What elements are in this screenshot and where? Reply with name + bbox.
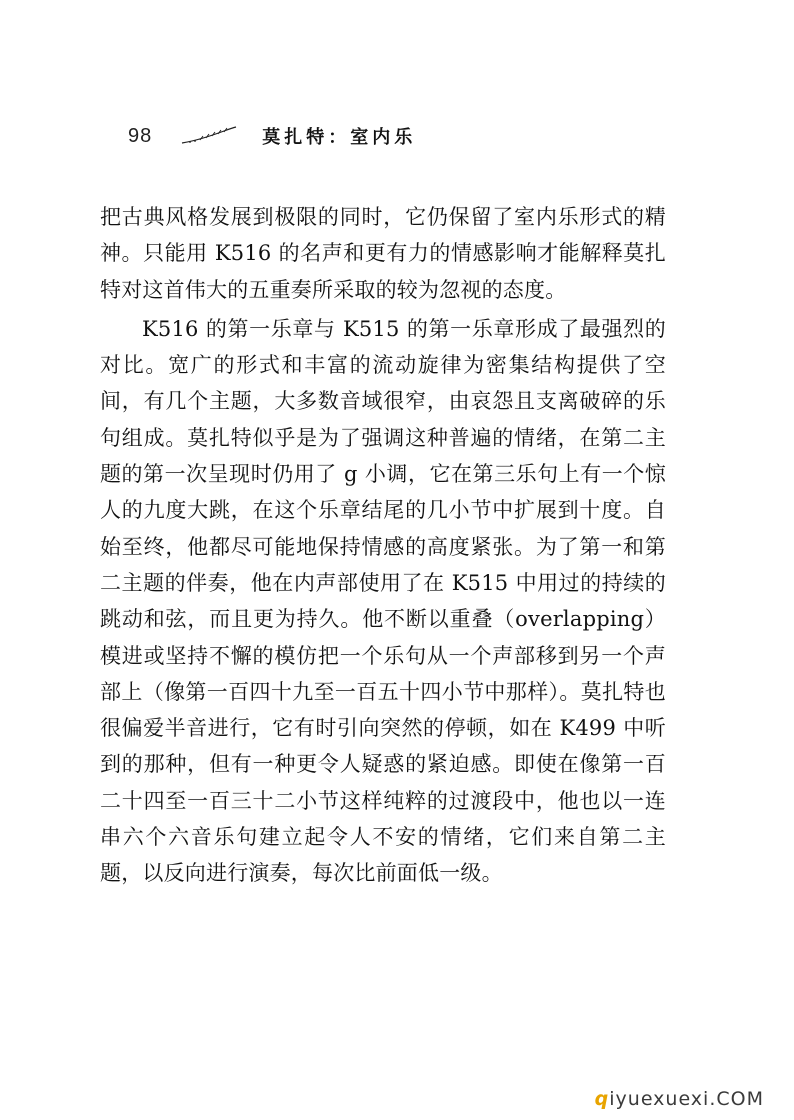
page-number: 98 (128, 124, 153, 147)
site-watermark (595, 1088, 764, 1110)
body-text (100, 199, 666, 892)
watermark-text: iyuexuexi.COM (609, 1088, 764, 1110)
quill-flourish-icon (180, 126, 238, 146)
watermark-logo-letter: q (594, 1088, 610, 1110)
book-title: 莫扎特：室内乐 (262, 127, 417, 148)
paragraph-k516-first-movement: K516 的第一乐章与 K515 的第一乐章形成了最强烈的对比。宽广的形式和丰富的流动旋律为密集结构提供了空间，有几个主题，大多数音域很窄，由哀怨且支离破碎的乐句组成。莫扎特似乎是为了强调这种普遍的情绪，在第二主题的第一次呈现时仍用了 g 小调，它在第三乐句上有一个惊人的九度大跳，在这个乐章结尾的几小节中扩展到十度。自始至终，他都尽可能地保持情感的高度紧张。为了第一和第二主题的伴奏，他在内声部使用了在 K515 中用过的持续的跳动和弦，而且更为持久。他不断以重叠（overlapping）模进或坚持不懈的模仿把一个乐句从一个声部移到另一个声部上（像第一百四十九至一百五十四小节中那样）。莫扎特也很偏爱半音进行，它有时引向突然的停顿，如在 K499 中听到的那种，但有一种更令人疑惑的紧迫感。即使在像第一百二十四至一百三十二小节这样纯粹的过渡段中，他也以一连串六个六音乐句建立起令人不安的情绪，它们来自第二主题，以反向进行演奏，每次比前面低一级。 (100, 316, 666, 886)
running-head (128, 120, 416, 152)
paragraph-continued: 把古典风格发展到极限的同时，它仍保留了室内乐形式的精神。只能用 K516 的名声和更有力的情感影响才能解释莫扎特对这首伟大的五重奏所采取的较为忽视的态度。 (100, 205, 666, 302)
